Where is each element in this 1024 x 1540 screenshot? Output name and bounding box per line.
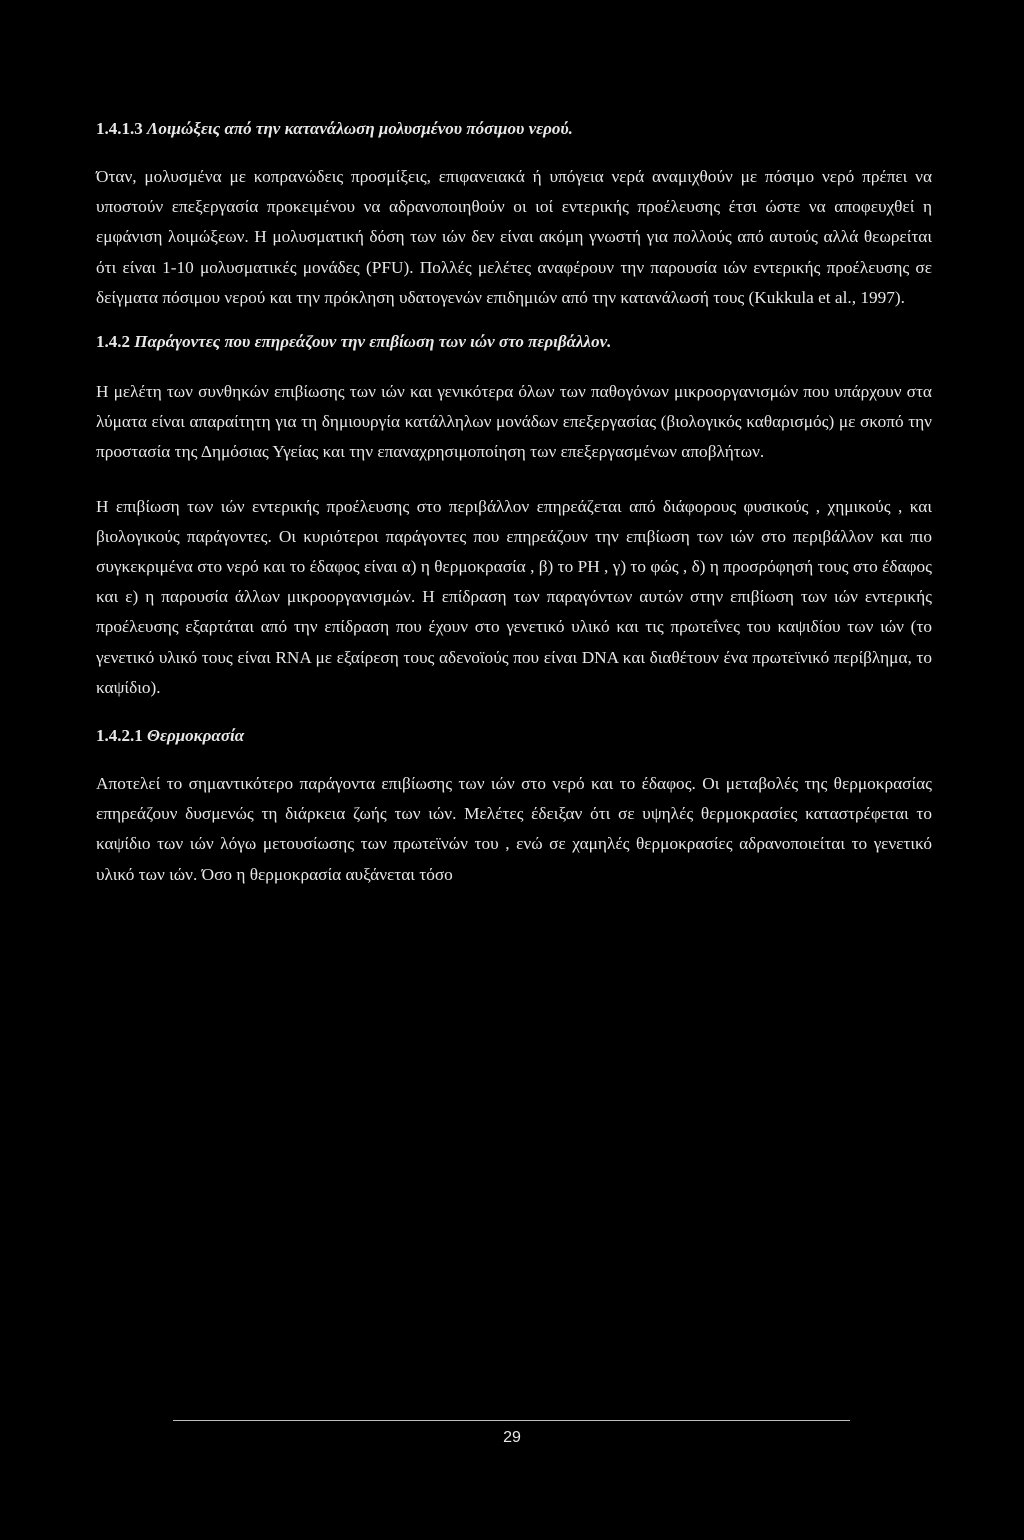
section-heading-1-4-2-1 bbox=[96, 725, 932, 747]
document-page bbox=[96, 118, 932, 890]
section-title: Παράγοντες που επηρεάζουν την επιβίωση των ιών στο περιβάλλον. bbox=[134, 332, 612, 352]
page-number: 29 bbox=[503, 1429, 521, 1446]
section-number: 1.4.2.1 bbox=[96, 726, 143, 746]
paragraph: Αποτελεί το σημαντικότερο παράγοντα επιβίωσης των ιών στο νερό και το έδαφος. Οι μεταβολές της θερμοκρασίας επηρεάζουν δυσμενώς τη διάρκεια ζωής των ιών. Μελέτες έδειξαν ότι σε υψηλές θερμοκρασίες καταστρέφεται το καψίδιο των ιών λόγω μετουσίωσης των πρωτεϊνών του , ενώ σε χαμηλές θερμοκρασίες αδρανοποιείται το γενετικό υλικό των ιών. Όσο η θερμοκρασία αυξάνεται τόσο bbox=[96, 774, 932, 884]
footer-divider bbox=[173, 1420, 850, 1421]
paragraph: Η επιβίωση των ιών εντερικής προέλευσης στο περιβάλλον επηρεάζεται από διάφορους φυσικούς , χημικούς , και βιολογικούς παράγοντες. Οι κυριότεροι παράγοντες που επηρεάζουν την επιβίωση των ιών στο περιβάλλον και πιο συγκεκριμένα στο νερό και το έδαφος είναι α) η θερμοκρασία , β) το PH , γ) το φώς , δ) η προσρόφησή τους στο έδαφος και ε) η παρουσία άλλων μικροοργανισμών. Η επίδραση των παραγόντων αυτών στην επιβίωση των ιών εντερικής προέλευσης εξαρτάται από την επίδραση που έχουν στο γενετικό υλικό και τις πρωτεΐνες του καψιδίου των ιών (το γενετικό υλικό τους είναι RNA με εξαίρεση τους αδενοϊούς που είναι DNA και διαθέτουν ένα πρωτεϊνικό περίβλημα, το καψίδιο). bbox=[96, 496, 932, 697]
section-heading-1-4-1-3 bbox=[96, 118, 932, 140]
section-number: 1.4.1.3 bbox=[96, 119, 143, 138]
section-number: 1.4.2 bbox=[96, 332, 130, 352]
section-heading-1-4-2 bbox=[96, 331, 932, 353]
paragraph: Όταν, μολυσμένα με κοπρανώδεις προσμίξεις, επιφανειακά ή υπόγεια νερά αναμιχθούν με πόσιμο νερό πρέπει να υποστούν επεξεργασία προκειμένου να αδρανοποιηθούν οι ιοί εντερικής προέλευσης έτσι ώστε να αποφευχθεί η εμφάνιση λοιμώξεων. Η μολυσματική δόση των ιών δεν είναι ακόμη γνωστή για πολλούς από αυτούς αλλά θεωρείται ότι είναι 1-10 μολυσματικές μονάδες (PFU). Πολλές μελέτες αναφέρουν την παρουσία ιών εντερικής προέλευσης σε δείγματα πόσιμου νερού και την πρόκληση υδατογενών επιδημιών από την κατανάλωσή τους (Kukkula et al., 1997). bbox=[96, 167, 932, 307]
paragraph: Η μελέτη των συνθηκών επιβίωσης των ιών και γενικότερα όλων των παθογόνων μικροοργανισμών που υπάρχουν στα λύματα είναι απαραίτητη για τη δημιουργία κατάλληλων μονάδων επεξεργασίας (βιολογικός καθαρισμός) με σκοπό την προστασία της Δημόσιας Υγείας και την επαναχρησιμοποίηση των επεξεργασμένων αποβλήτων. bbox=[96, 382, 932, 462]
section-title: Θερμοκρασία bbox=[147, 726, 245, 746]
section-title: Λοιμώξεις από την κατανάλωση μολυσμένου πόσιμου νερού. bbox=[147, 119, 573, 138]
